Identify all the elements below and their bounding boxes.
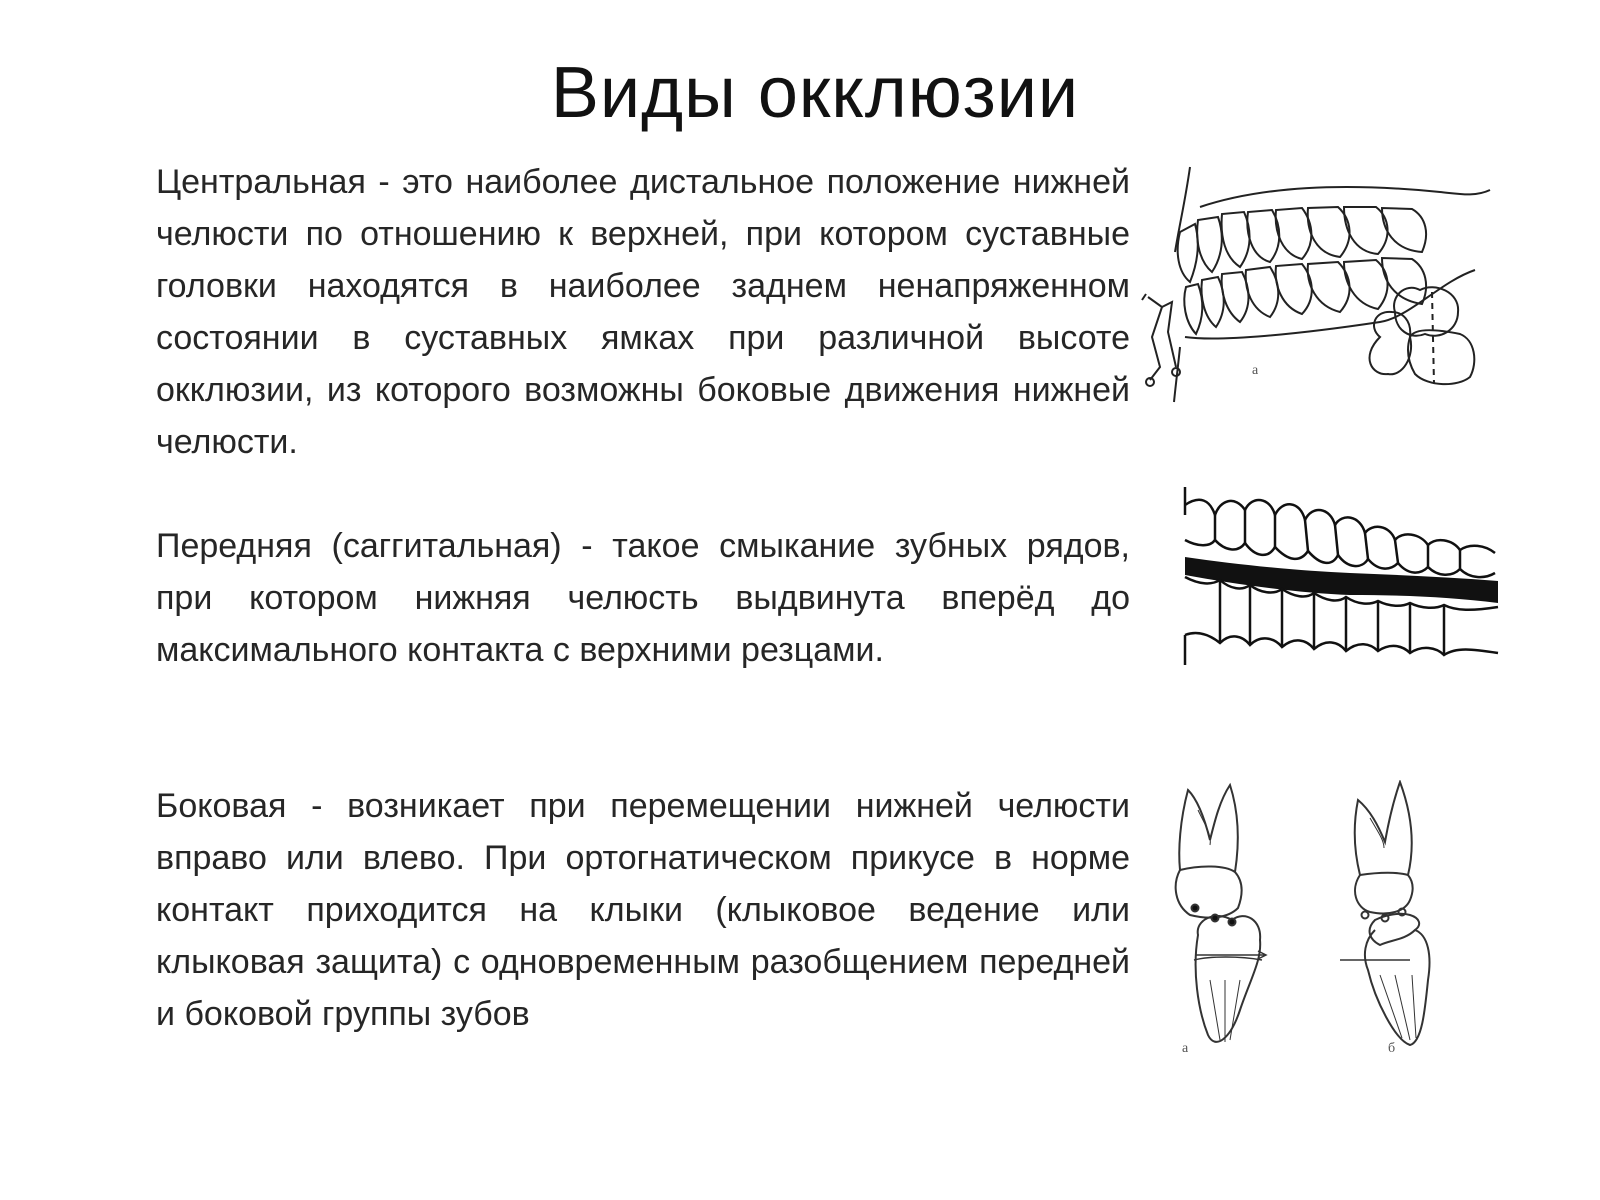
central-figure-label: а (1252, 363, 1259, 378)
upper-teeth-illustration (1178, 207, 1426, 282)
anterior-occlusion-text: Передняя (саггитальная) - такое смыкание зубных рядов, при котором нижняя челюсть выдвинута вперёд до максимального контакта с верхними резцами. (156, 527, 1130, 669)
lateral-occlusion-text: Боковая - возникает при перемещении нижней челюсти вправо или влево. При ортогнатическом прикусе в норме контакт приходится на клыки (клыковое ведение или клыковая защита) с одновременным разобщением передней и боковой группы зубов (156, 787, 1130, 1033)
lateral-occlusion-figure (1170, 780, 1490, 1080)
tooth-pair-b-illustration (1340, 782, 1429, 1056)
lateral-figure-label-a: а (1182, 1041, 1189, 1056)
central-occlusion-figure (1140, 162, 1500, 412)
lower-teeth-illustration (1184, 258, 1426, 334)
joint-illustration (1142, 294, 1180, 386)
lateral-figure-label-b: б (1388, 1041, 1396, 1056)
central-occlusion-text: Центральная - это наиболее дистальное положение нижней челюсти по отношению к верхней, при котором суставные головки находятся в наиболее заднем ненапряженном состоянии в суставных ямках при различной высоте окклюзии, из которого возможны боковые движения нижней челюсти. (156, 163, 1130, 461)
occlusal-gap-illustration (1185, 557, 1498, 603)
anterior-occlusion-figure (1180, 485, 1500, 670)
slide-title: Виды окклюзии (550, 53, 1080, 133)
tooth-pair-a-illustration (1176, 785, 1266, 1056)
